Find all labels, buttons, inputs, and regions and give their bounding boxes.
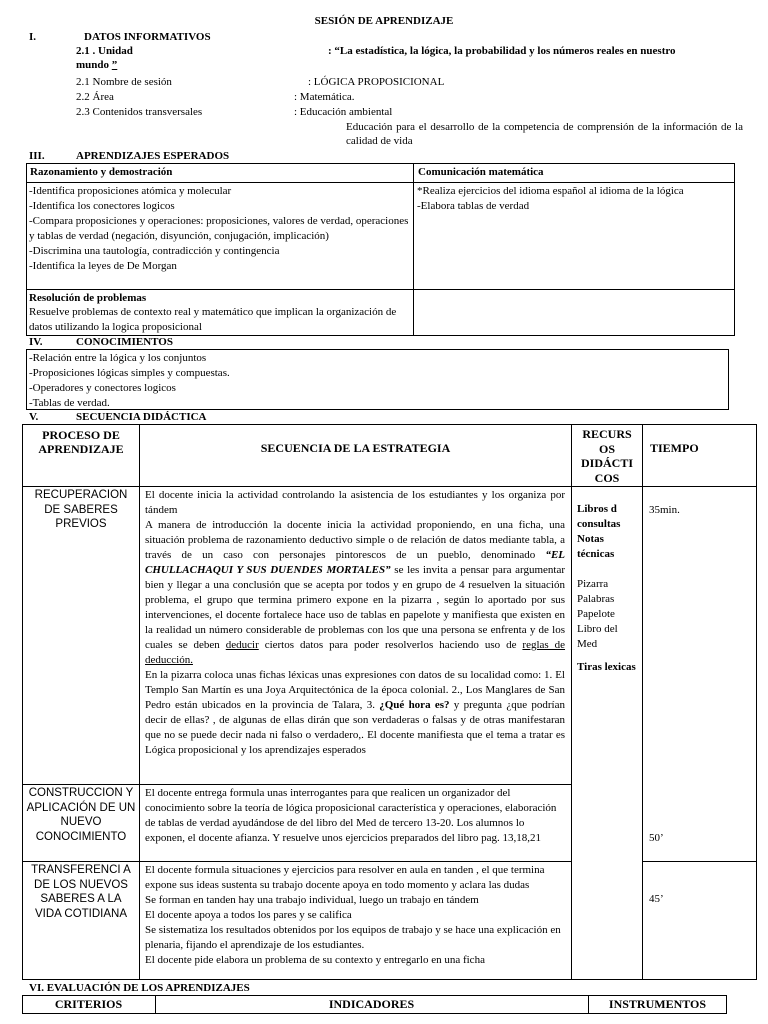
nombre-label: 2.1 Nombre de sesión [76, 76, 172, 88]
conocimiento-item: -Tablas de verdad. [29, 397, 110, 409]
recurso-item: Libros d consultas [577, 503, 621, 530]
header-estrategia: SECUENCIA DE LA ESTRATEGIA [260, 441, 451, 455]
razonamiento-list [29, 184, 409, 274]
razonamiento-item: -Identifica los conectores logicos [29, 200, 175, 212]
section-4-number: IV. [29, 336, 43, 348]
section-5-title: SECUENCIA DIDÁCTICA [76, 411, 207, 423]
tiempo-transferencia: 45’ [649, 893, 664, 905]
estrategia-construccion: El docente entrega formula unas interrogantes para que realicen un organizador del conocimiento sobre la teoría de lógica proposicional característica y operaciones, elaboración de tablas de verdad ayudándose de del libro del Med de tercero 13-20. Los alumnos lo exponen, el docente afianza. Y resuelve unos ejercicios preparados del libro pag. 13,18,21 [145, 787, 557, 844]
contenidos-value: : Educación ambiental [294, 106, 393, 118]
recurso-item: Tiras lexicas [577, 661, 636, 673]
recurso-item: Palabras [577, 593, 615, 605]
section-3-title: APRENDIZAJES ESPERADOS [76, 150, 230, 162]
conocimientos-list [29, 351, 719, 411]
razonamiento-item: -Compara proposiciones y operaciones: proposiciones, valores de verdad, operaciones y tablas de verdad (negación, disyunción, conjugación, implicación) [29, 215, 409, 242]
proceso-transferencia: TRANSFERENCI A DE LOS NUEVOS SABERES A LA VIDA COTIDIANA [31, 864, 131, 920]
recurso-item: Libro del Med [577, 623, 618, 650]
section-1-number: I. [29, 31, 37, 43]
comunicacion-list [417, 184, 731, 214]
razonamiento-item: -Identifica la leyes de De Morgan [29, 260, 177, 272]
header-instrumentos: INSTRUMENTOS [608, 997, 707, 1011]
comunicacion-header: Comunicación matemática [418, 166, 544, 178]
nombre-value: : LÓGICA PROPOSICIONAL [308, 76, 445, 88]
estrategia-recuperacion: El docente inicia la actividad controlando la asistencia de los estudiantes y los organiza por tándem A manera de introducción la docente inicia la actividad proponiendo, en una ficha, una situación problema de razonamiento deductivo simple o de relación de datos mediante tabla, a través de un caso con personajes pintorescos de un pueblo, denominado “EL CHULLACHAQUI Y SUS DUENDES MORTALES” se les invita a pensar para argumentar bien y llegar a una conclusión que se acepta por todos y en grupo de 4 resuelven la situación problema, el grupo que termina primero expone en la pizarra , según lo aportado por sus intervenciones, el docente fortalece hace uso de tablas en papelote y manifiesta que existen en la realidad un número considerable de problemas con los que una persona se enfrenta y de los cuales se deben deducir ciertos datos para poder resolverlos haciendo uso de reglas de deducción. En la pizarra coloca unas fichas léxicas unas expresiones con datos de su localidad como: 1. El Templo San Martín es una Joya Arquitectónica de la época colonial. 2., Los Manglares de San Pedro están ubicados en la provincia de Talara, 3. ¿Qué hora es? y pregunta ¿que podrían decir de ellas? , de algunas de ellas dirán que son verdaderas o falsas y de otras manifestaran que no se puede decir nada ni falso o verdadero,. El docente manifiesta que el tema a tratar es Lógica proposicional y los aprendizajes esperados [145, 489, 566, 756]
comunicacion-item: *Realiza ejercicios del idioma español al idioma de la lógica [417, 185, 684, 197]
page-title: SESIÓN DE APRENDIZAJE [314, 15, 454, 27]
estrategia-transferencia: El docente formula situaciones y ejercicios para resolver en aula en tanden , el que termina expone sus ideas sustenta su trabajo docente apoya en todo momento y aclara las dudas Se forman en tanden hay una trabajo individual, luego un trabajo en tándem El docente apoya a todos los pares y se califica Se sistematiza los resultados obtenidos por los equipos de trabajo y se hace una explicación en plenaria, fijando el aprendizaje de los estudiantes. El docente pide elabora un problema de su contexto y entregarlo en una ficha [145, 864, 561, 966]
area-label: 2.2 Área [76, 91, 114, 103]
tiempo-recuperacion: 35min. [649, 504, 680, 516]
resolucion-header: Resolución de problemas [29, 292, 147, 304]
proceso-construccion: CONSTRUCCION Y APLICACIÓN DE UN NUEVO CONOCIMIENTO [26, 787, 136, 843]
unidad-value: : “La estadística, la lógica, la probabilidad y los números reales en nuestro [328, 45, 676, 57]
section-4-title: CONOCIMIENTOS [76, 336, 173, 348]
unidad-value-continuation: mundo ” [76, 59, 118, 71]
recurso-item: Notas técnicas [577, 533, 615, 560]
contenidos-label: 2.3 Contenidos transversales [76, 106, 203, 118]
razonamiento-item: -Discrimina una tautología, contradicción y contingencia [29, 245, 280, 257]
header-tiempo: TIEMPO [650, 441, 699, 455]
conocimiento-item: -Relación entre la lógica y los conjuntos [29, 352, 207, 364]
razonamiento-item: -Identifica proposiciones atómica y molecular [29, 185, 232, 197]
area-value: : Matemática. [294, 91, 355, 103]
contenidos-extra: Educación para el desarrollo de la competencia de comprensión de la información de la calidad de vida [346, 121, 743, 147]
conocimiento-item: -Proposiciones lógicas simples y compuestas. [29, 367, 230, 379]
recursos-list [577, 502, 640, 675]
section-6-title: VI. EVALUACIÓN DE LOS APRENDIZAJES [29, 982, 250, 994]
header-proceso: PROCESO DE APRENDIZAJE [38, 428, 124, 456]
header-indicadores: INDICADORES [328, 997, 415, 1011]
recurso-item: Papelote [577, 608, 615, 620]
conocimiento-item: -Operadores y conectores logicos [29, 382, 176, 394]
section-5-number: V. [29, 411, 39, 423]
comunicacion-item: -Elabora tablas de verdad [417, 200, 530, 212]
header-criterios: CRITERIOS [54, 997, 123, 1011]
unidad-label: 2.1 . Unidad [76, 45, 133, 57]
section-3-number: III. [29, 150, 45, 162]
proceso-recuperacion: RECUPERACION DE SABERES PREVIOS [34, 489, 128, 530]
razonamiento-header: Razonamiento y demostración [30, 166, 173, 178]
recurso-item: Pizarra [577, 578, 609, 590]
tiempo-construccion: 50’ [649, 832, 664, 844]
resolucion-text: Resuelve problemas de contexto real y matemático que implican la organización de datos utilizando la logica proposicional [29, 306, 397, 333]
header-recursos: RECURS OS DIDÁCTI COS [580, 427, 633, 485]
section-1-title: DATOS INFORMATIVOS [84, 31, 211, 43]
